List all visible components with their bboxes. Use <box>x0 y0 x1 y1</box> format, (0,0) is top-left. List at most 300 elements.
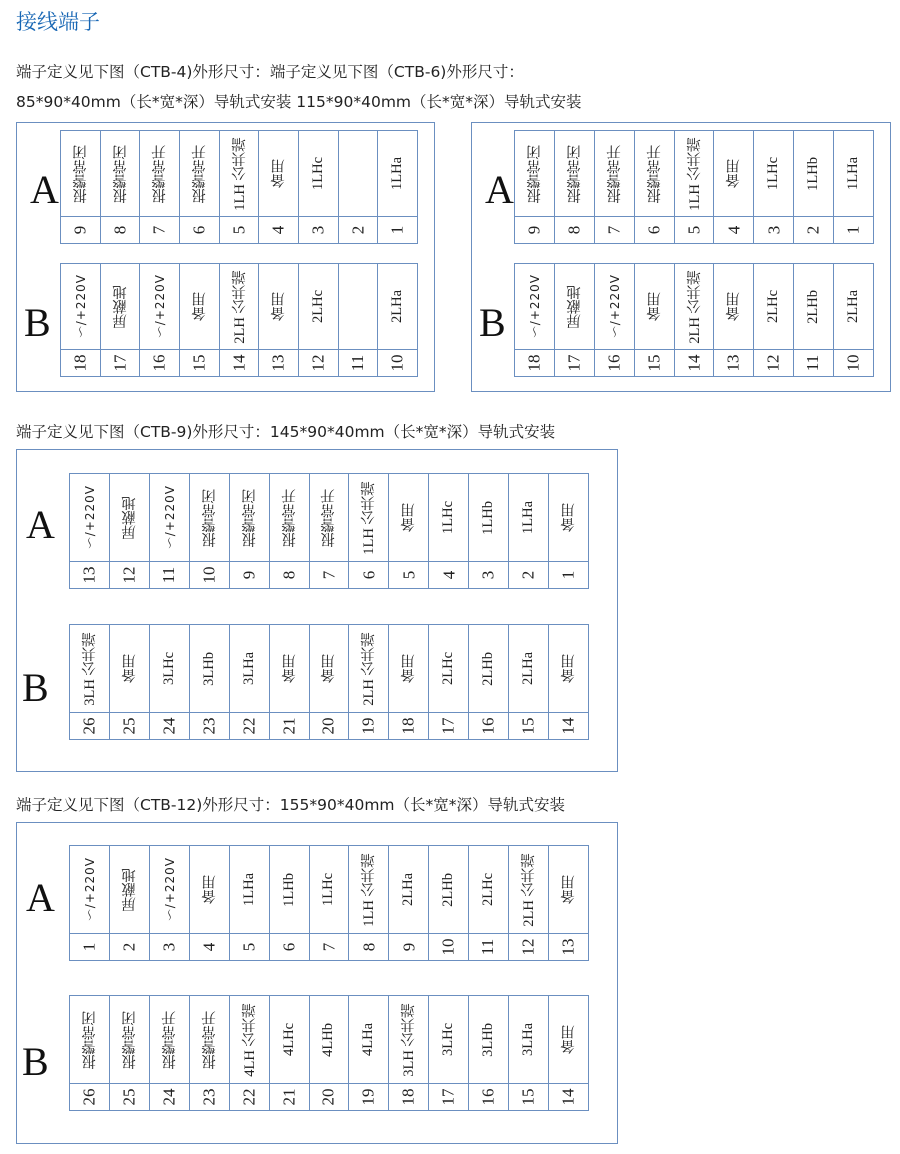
terminal-label-area <box>310 625 349 712</box>
terminal-label-area <box>230 846 269 933</box>
terminal-cell <box>469 625 509 739</box>
terminal-label-area <box>299 264 338 349</box>
terminal-label-area <box>595 131 634 216</box>
terminal-label: 4LHc <box>280 1022 297 1056</box>
terminal-cell <box>509 474 549 588</box>
terminal-number-area <box>220 349 259 376</box>
terminal-label-area <box>429 625 468 712</box>
terminal-label-area <box>270 625 309 712</box>
terminal-number: 6 <box>358 570 378 580</box>
terminal-label: 屏蔽地 <box>121 495 138 540</box>
terminal-cell <box>349 996 389 1110</box>
terminal-label: 报警常闭 <box>201 488 218 547</box>
ctb6-terminal-row-b <box>514 263 874 377</box>
terminal-number-area <box>299 349 338 376</box>
terminal-label-area <box>429 474 468 561</box>
terminal-label-area <box>429 996 468 1083</box>
terminal-cell <box>714 264 754 376</box>
terminal-number-area <box>310 933 349 960</box>
terminal-cell <box>150 996 190 1110</box>
terminal-number: 21 <box>279 717 299 735</box>
terminal-number: 7 <box>318 570 338 580</box>
terminal-cell <box>150 625 190 739</box>
terminal-label-area <box>180 131 219 216</box>
terminal-label: 报警常开 <box>161 1010 178 1069</box>
terminal-cell <box>794 131 834 243</box>
terminal-cell <box>389 996 429 1110</box>
terminal-number-area <box>714 216 753 243</box>
terminal-number: 23 <box>199 1088 219 1106</box>
terminal-label: 备用 <box>121 654 138 683</box>
terminal-number: 18 <box>70 354 90 372</box>
terminal-number-area <box>110 561 149 588</box>
terminal-label-area <box>110 625 149 712</box>
terminal-cell <box>349 474 389 588</box>
terminal-label-area <box>349 996 388 1083</box>
terminal-number-area <box>675 349 714 376</box>
terminal-label: 2LH 公共端 <box>361 631 378 706</box>
terminal-label: 3LHa <box>520 1022 537 1056</box>
terminal-label: 3LHb <box>200 651 217 686</box>
terminal-label: 1LHa <box>520 500 537 534</box>
terminal-cell <box>299 131 339 243</box>
terminal-label: 报警常开 <box>191 144 208 203</box>
terminal-number: 8 <box>110 225 129 235</box>
terminal-number: 17 <box>110 354 129 372</box>
terminal-number-area <box>61 216 100 243</box>
terminal-label-area <box>378 131 417 216</box>
terminal-label-area <box>220 131 259 216</box>
terminal-cell <box>70 625 110 739</box>
terminal-number: 2 <box>803 225 823 235</box>
ctb12-row-b-letter: B <box>22 1039 49 1084</box>
terminal-label-area <box>150 846 189 933</box>
terminal-label-area <box>190 996 229 1083</box>
terminal-label-area <box>714 264 753 349</box>
terminal-label-area <box>549 996 588 1083</box>
terminal-label: 备用 <box>401 654 418 683</box>
terminal-number-area <box>150 712 189 739</box>
terminal-number: 4 <box>438 570 458 580</box>
terminal-label: 1LH 公共端 <box>361 852 378 927</box>
terminal-label: 3LHa <box>240 651 257 685</box>
terminal-label-area <box>310 474 349 561</box>
terminal-cell <box>595 131 635 243</box>
terminal-cell <box>675 131 715 243</box>
terminal-cell <box>61 131 101 243</box>
terminal-label: 3LH 公共端 <box>401 1002 418 1077</box>
terminal-number: 26 <box>79 717 99 735</box>
terminal-cell <box>754 131 794 243</box>
terminal-number-area <box>339 349 378 376</box>
terminal-label: 1LHb <box>280 872 297 907</box>
terminal-number-area <box>509 933 548 960</box>
terminal-number-area <box>349 1083 388 1110</box>
terminal-number: 4 <box>268 225 288 235</box>
terminal-number-area <box>509 561 548 588</box>
terminal-label-area <box>509 846 548 933</box>
terminal-cell <box>635 131 675 243</box>
terminal-number: 19 <box>358 1088 378 1106</box>
terminal-label: 1LH 公共端 <box>231 136 248 211</box>
terminal-label-area <box>299 131 338 216</box>
terminal-label: 3LHc <box>440 1022 457 1056</box>
terminal-label-area <box>549 625 588 712</box>
terminal-cell <box>70 846 110 960</box>
terminal-label: 备用 <box>646 292 663 321</box>
terminal-label-area <box>110 996 149 1083</box>
terminal-cell <box>429 996 469 1110</box>
terminal-cell <box>220 264 260 376</box>
terminal-cell <box>61 264 101 376</box>
terminal-number-area <box>70 1083 109 1110</box>
terminal-label: 备用 <box>561 654 578 683</box>
terminal-number-area <box>515 216 554 243</box>
terminal-label: 3LHb <box>480 1022 497 1057</box>
terminal-label-area <box>70 846 109 933</box>
terminal-label: 报警常开 <box>646 144 663 203</box>
terminal-number-area <box>429 712 468 739</box>
terminal-cell <box>310 625 350 739</box>
terminal-cell <box>429 846 469 960</box>
terminal-number: 22 <box>239 1088 259 1106</box>
terminal-number: 26 <box>79 1088 99 1106</box>
terminal-number-area <box>180 349 219 376</box>
terminal-number: 8 <box>564 225 584 235</box>
terminal-number: 25 <box>119 1088 139 1106</box>
terminal-cell <box>509 996 549 1110</box>
terminal-cell <box>190 625 230 739</box>
terminal-cell <box>389 846 429 960</box>
terminal-number: 9 <box>70 225 90 235</box>
terminal-number-area <box>378 349 417 376</box>
terminal-label-area <box>515 131 554 216</box>
terminal-number: 7 <box>149 225 169 235</box>
terminal-label: 1LH 公共端 <box>361 480 378 555</box>
terminal-label-area <box>509 474 548 561</box>
terminal-number: 7 <box>318 942 338 952</box>
terminal-label: 报警常闭 <box>112 144 129 203</box>
ctb6-terminal-row-a <box>514 130 874 244</box>
terminal-number: 2 <box>518 570 538 580</box>
ctb6-row-a-letter: A <box>485 167 514 212</box>
terminal-number: 16 <box>478 1088 498 1106</box>
terminal-number-area <box>349 933 388 960</box>
terminal-label: 3LH 公共端 <box>81 631 98 706</box>
terminal-label: 2LH 公共端 <box>521 852 538 927</box>
terminal-cell <box>270 625 310 739</box>
terminal-label-area <box>469 846 508 933</box>
terminal-cell <box>349 846 389 960</box>
terminal-number-area <box>349 712 388 739</box>
terminal-cell <box>110 625 150 739</box>
terminal-label: ～/+220V <box>73 274 88 339</box>
terminal-cell <box>110 474 150 588</box>
ctb9-description: 端子定义见下图（CTB-9)外形尺寸：145*90*40mm（长*宽*深）导轨式安装 <box>16 423 556 441</box>
terminal-label: 2LHa <box>400 872 417 906</box>
terminal-number-area <box>230 561 269 588</box>
terminal-number: 8 <box>358 942 378 952</box>
terminal-number: 15 <box>518 717 538 735</box>
terminal-number-area <box>469 1083 508 1110</box>
terminal-cell <box>150 474 190 588</box>
terminal-cell <box>595 264 635 376</box>
terminal-number: 16 <box>604 354 624 372</box>
terminal-label: 屏蔽地 <box>112 284 129 329</box>
terminal-label-area <box>230 625 269 712</box>
terminal-label: 2LH 公共端 <box>231 269 248 344</box>
terminal-cell <box>754 264 794 376</box>
terminal-cell <box>349 625 389 739</box>
terminal-label: ～/+220V <box>82 857 97 922</box>
terminal-label: 备用 <box>271 292 288 321</box>
terminal-label: 2LHa <box>520 651 537 685</box>
terminal-cell <box>230 846 270 960</box>
terminal-label: 2LHc <box>440 651 457 685</box>
terminal-label-area <box>190 474 229 561</box>
terminal-number-area <box>635 216 674 243</box>
terminal-label-area <box>339 264 378 349</box>
terminal-number-area <box>270 712 309 739</box>
terminal-cell <box>469 474 509 588</box>
terminal-label-area <box>180 264 219 349</box>
terminal-label: 备用 <box>401 503 418 532</box>
terminal-number-area <box>349 561 388 588</box>
terminal-number-area <box>509 712 548 739</box>
terminal-cell <box>389 474 429 588</box>
terminal-number-area <box>389 1083 428 1110</box>
terminal-number: 18 <box>398 717 418 735</box>
terminal-cell <box>180 264 220 376</box>
terminal-number-area <box>754 216 793 243</box>
terminal-cell <box>469 846 509 960</box>
terminal-number-area <box>110 1083 149 1110</box>
terminal-number-area <box>310 1083 349 1110</box>
terminal-number-area <box>714 349 753 376</box>
terminal-cell <box>220 131 260 243</box>
terminal-label-area <box>190 846 229 933</box>
terminal-number-area <box>270 1083 309 1110</box>
terminal-label-area <box>140 264 179 349</box>
terminal-number: 2 <box>348 225 368 235</box>
terminal-label-area <box>70 625 109 712</box>
ctb12-row-a-letter: A <box>26 875 55 920</box>
terminal-label-area <box>140 131 179 216</box>
terminal-number: 22 <box>239 717 259 735</box>
terminal-cell <box>101 264 141 376</box>
terminal-label: 2LH 公共端 <box>686 269 703 344</box>
terminal-number-area <box>429 561 468 588</box>
terminal-number: 24 <box>159 1088 179 1106</box>
terminal-label-area <box>555 264 594 349</box>
terminal-number: 10 <box>438 938 458 956</box>
terminal-label: 3LHc <box>160 651 177 685</box>
terminal-number: 13 <box>723 354 743 372</box>
terminal-number-area <box>230 933 269 960</box>
terminal-number-area <box>675 216 714 243</box>
terminal-label: 备用 <box>726 159 743 188</box>
terminal-label: 备用 <box>561 875 578 904</box>
terminal-label: ～/+220V <box>82 485 97 550</box>
terminal-number: 15 <box>518 1088 538 1106</box>
terminal-number: 4 <box>723 225 743 235</box>
terminal-label-area <box>834 264 873 349</box>
terminal-cell <box>230 996 270 1110</box>
terminal-label-area <box>378 264 417 349</box>
terminal-cell <box>509 846 549 960</box>
ctb4-terminal-row-b <box>60 263 418 377</box>
terminal-number-area <box>259 349 298 376</box>
terminal-number: 14 <box>558 717 578 735</box>
terminal-number: 21 <box>279 1088 299 1106</box>
terminal-label: 4LHa <box>360 1022 377 1056</box>
terminal-number: 10 <box>843 354 863 372</box>
terminal-label-area <box>509 625 548 712</box>
terminal-label-area <box>150 474 189 561</box>
terminal-number-area <box>595 349 634 376</box>
terminal-cell <box>190 474 230 588</box>
terminal-cell <box>515 131 555 243</box>
terminal-number: 7 <box>604 225 624 235</box>
terminal-number: 6 <box>279 942 299 952</box>
terminal-number: 5 <box>229 225 249 235</box>
terminal-number-area <box>61 349 100 376</box>
terminal-number: 4 <box>199 942 219 952</box>
terminal-cell <box>794 264 834 376</box>
terminal-label: ～/+220V <box>162 485 177 550</box>
terminal-label-area <box>794 131 833 216</box>
terminal-cell <box>389 625 429 739</box>
terminal-number-area <box>230 712 269 739</box>
terminal-number-area <box>110 933 149 960</box>
terminal-number: 5 <box>684 225 703 235</box>
terminal-label: 1LH 公共端 <box>686 136 703 211</box>
terminal-label-area <box>70 996 109 1083</box>
terminal-label-area <box>101 131 140 216</box>
terminal-number: 18 <box>398 1088 418 1106</box>
ctb12-terminal-row-a <box>69 845 589 961</box>
terminal-number-area <box>509 1083 548 1110</box>
terminal-number: 18 <box>524 354 544 372</box>
ctb12-terminal-row-b <box>69 995 589 1111</box>
terminal-number-area <box>549 933 588 960</box>
terminal-number: 17 <box>564 354 584 372</box>
terminal-label-area <box>349 474 388 561</box>
terminal-number: 3 <box>478 570 498 580</box>
terminal-label-area <box>714 131 753 216</box>
terminal-label: 报警常开 <box>281 488 298 547</box>
terminal-label-area <box>110 846 149 933</box>
terminal-cell <box>180 131 220 243</box>
terminal-cell <box>549 625 588 739</box>
terminal-label-area <box>270 474 309 561</box>
terminal-cell <box>555 131 595 243</box>
terminal-number-area <box>190 712 229 739</box>
terminal-label-area <box>61 264 100 349</box>
terminal-label: 1LHa <box>389 156 406 190</box>
terminal-number: 9 <box>524 225 544 235</box>
terminal-label-area <box>794 264 833 349</box>
terminal-number: 3 <box>308 225 328 235</box>
terminal-number: 13 <box>558 938 578 956</box>
ctb4-ctb6-description-line2: 85*90*40mm（长*宽*深）导轨式安装 115*90*40mm（长*宽*深）导轨式安装 <box>16 93 582 111</box>
terminal-number-area <box>389 561 428 588</box>
terminal-label: 1LHc <box>309 156 326 190</box>
terminal-label-area <box>549 846 588 933</box>
terminal-number-area <box>259 216 298 243</box>
terminal-label-area <box>595 264 634 349</box>
terminal-number: 19 <box>358 717 378 735</box>
terminal-label-area <box>429 846 468 933</box>
terminal-label: 报警常闭 <box>72 144 89 203</box>
terminal-number-area <box>469 561 508 588</box>
terminal-number: 13 <box>268 354 288 372</box>
terminal-number-area <box>635 349 674 376</box>
terminal-label: 2LHb <box>440 872 457 907</box>
terminal-number-area <box>70 712 109 739</box>
terminal-cell <box>140 264 180 376</box>
terminal-number: 10 <box>199 566 219 584</box>
ctb9-terminal-row-b <box>69 624 589 740</box>
terminal-label-area <box>389 474 428 561</box>
terminal-label-area <box>70 474 109 561</box>
terminal-number-area <box>339 216 378 243</box>
terminal-cell <box>190 846 230 960</box>
terminal-label: 报警常开 <box>201 1010 218 1069</box>
terminal-label: 1LHc <box>320 872 337 906</box>
terminal-label: 备用 <box>201 875 218 904</box>
terminal-label: 2LHb <box>805 289 822 324</box>
terminal-cell <box>339 131 379 243</box>
ctb4-row-a-letter: A <box>30 167 59 212</box>
terminal-label-area <box>220 264 259 349</box>
terminal-number-area <box>190 933 229 960</box>
terminal-label: ～/+220V <box>607 274 622 339</box>
terminal-label-area <box>469 474 508 561</box>
terminal-cell <box>101 131 141 243</box>
terminal-number: 25 <box>119 717 139 735</box>
terminal-number: 11 <box>803 354 823 372</box>
terminal-number: 12 <box>763 354 783 372</box>
terminal-label: ～/+220V <box>153 274 168 339</box>
terminal-label: 备用 <box>281 654 298 683</box>
terminal-number-area <box>389 712 428 739</box>
terminal-label-area <box>754 131 793 216</box>
terminal-cell <box>675 264 715 376</box>
terminal-label-area <box>555 131 594 216</box>
terminal-number: 23 <box>199 717 219 735</box>
terminal-cell <box>429 474 469 588</box>
terminal-label: ～/+220V <box>162 857 177 922</box>
terminal-number: 16 <box>149 354 169 372</box>
terminal-label-area <box>469 625 508 712</box>
terminal-number: 14 <box>684 354 703 372</box>
terminal-number-area <box>595 216 634 243</box>
ctb9-row-a-letter: A <box>26 502 55 547</box>
terminal-label-area <box>834 131 873 216</box>
terminal-label-area <box>469 996 508 1083</box>
terminal-label-area <box>230 474 269 561</box>
terminal-number-area <box>220 216 259 243</box>
terminal-cell <box>714 131 754 243</box>
terminal-cell <box>549 996 588 1110</box>
terminal-label: 报警常闭 <box>241 488 258 547</box>
terminal-label-area <box>675 264 714 349</box>
terminal-number-area <box>555 349 594 376</box>
terminal-number: 5 <box>398 570 418 580</box>
terminal-number-area <box>150 1083 189 1110</box>
terminal-number: 12 <box>518 938 538 956</box>
